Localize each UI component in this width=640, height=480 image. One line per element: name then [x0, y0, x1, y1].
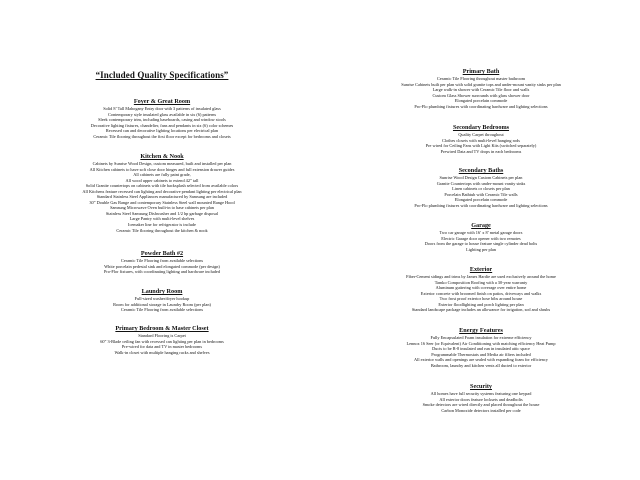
spec-item: Porcelain Bathtub with Ceramic Tile walls [444, 191, 518, 197]
spec-item: Ceramic Tile flooring throughout the kitchen & nook [116, 227, 208, 233]
spec-item: White porcelain pedestal sink and elongated commode (per design) [104, 263, 220, 269]
section-powder-bath-2 [62, 250, 262, 275]
section-heading: Foyer & Great Room [133, 98, 191, 105]
section-secondary-baths [376, 167, 586, 208]
spec-item: Tamko Composition Roofing with a 30-year warranty [434, 279, 528, 285]
spec-item: Large walk-in shower with Ceramic Tile floor and walls [432, 87, 530, 93]
spec-item: All Kitchen cabinets to have soft close door hinges and full extension drawer guides [89, 166, 235, 172]
spec-item: All Kitchens feature recessed can lighting and decorative pendant lighting per electrical plan [82, 188, 242, 194]
spec-item: Linen cabinets or closets per plan [452, 186, 510, 192]
section-heading: Secondary Bedrooms [452, 124, 510, 131]
spec-item: Electric Garage door opener with two remotes [441, 235, 521, 241]
spec-item: All homes have full security systems featuring one keypad [430, 391, 532, 396]
spec-item: Doors from the garage to house feature single cylinder dead bolts [424, 241, 538, 247]
section-laundry-room [62, 288, 262, 313]
spec-item: Aluminum guttering with coverage over entire home [435, 285, 527, 291]
spec-item: Two frost proof exterior hose bibs around house [439, 296, 523, 302]
spec-item: Decorative lighting fixtures, chandelier, fans and pendants in six (6) color schemes [90, 122, 234, 128]
spec-item: Pro-Flo plumbing fixtures with coordinating hardware and lighting selections [414, 202, 548, 208]
section-heading: Kitchen & Nook [140, 153, 184, 160]
section-heading: Laundry Room [141, 288, 183, 295]
spec-item: Contemporary style insulated glass available in six (6) patterns [107, 111, 217, 117]
spec-item: Room for additional storage in Laundry Room (per plan) [113, 301, 211, 307]
spec-item: Elongated porcelain commode [454, 98, 508, 104]
spec-item: Elongated porcelain commode [454, 197, 508, 203]
spec-item: Pro-Flor fixtures, with coordinating lighting and hardware included [104, 269, 220, 275]
section-heading: Security [470, 383, 492, 390]
spec-item: All wood upper cabinets to extend 42” tall [125, 177, 199, 183]
spec-item: Granite Countertops with under-mount vanity sinks [436, 180, 526, 186]
section-energy-features [376, 327, 586, 368]
page-title: “Included Quality Specifications” [95, 70, 229, 80]
spec-item: Sunrise Wood Design Custom Cabinets per plan [439, 175, 523, 180]
spec-item: Ceramic Tile Flooring from available selections [120, 307, 204, 313]
section-heading: Primary Bath [462, 68, 500, 75]
spec-item: Cabinets by Sunrise Wood Design, custom measured, built and installed per plan [92, 161, 232, 166]
spec-item: All exterior doors feature locksets and deadbolts [439, 396, 523, 402]
spec-item: Lennox 16 Seer (or Equivalent) Air Conditioning with matching efficiency Heat Pump [406, 340, 556, 346]
section-heading: Secondary Baths [458, 167, 504, 174]
section-primary-bath [376, 68, 586, 109]
section-kitchen-nook [62, 153, 262, 233]
spec-item: Carbon Monoxide detectors installed per code [441, 407, 521, 413]
spec-item: Programmable Thermostats and Media air filters included [431, 351, 531, 357]
spec-item: Ceramic Tile Flooring throughout master bathroom [436, 76, 526, 81]
spec-item: Recessed can and decorative lighting locations per electrical plan [105, 128, 219, 134]
spec-item: All cabinets are fully paint grade, [133, 172, 191, 178]
spec-item: Standard landscape package includes an allowance for irrigation, sod and shrubs [411, 307, 551, 313]
spec-item: Quality Carpet throughout [458, 132, 504, 137]
spec-item: Full-sized washer/dryer hookup [134, 296, 190, 301]
spec-item: Stainless Steel Samsung Dishwasher and 1/2 hp garbage disposal [105, 210, 219, 216]
spec-item: Lighting per plan [466, 246, 496, 252]
section-heading: Primary Bedroom & Master Closet [115, 325, 209, 332]
spec-item: Fully Encapsulated Foam insulation for extreme efficiency [430, 335, 532, 340]
spec-item: Walk-in closet with multiple hanging racks and shelves [114, 349, 210, 355]
spec-item: Exterior floodlighting and porch lighting per plan [438, 301, 524, 307]
spec-item: Standard Stainless Steel Appliances manufactured by Samsung are included [96, 194, 228, 200]
spec-item: Solid Granite countertops on cabinets with tile backsplash selected from available colors [85, 183, 239, 189]
spec-item: Solid 8’ Tall Mahogany Entry door with 3 patterns of insulated glass [103, 106, 221, 111]
section-security [376, 383, 586, 413]
spec-item: 30” Double Gas Range and contemporary Stainless Steel wall mounted Range Hood [89, 199, 235, 205]
spec-item: Exterior concrete with broomed finish on patios, driveways and walks [420, 290, 542, 296]
spec-item: All exterior walls and openings are sealed with expanding foam for efficiency [414, 357, 548, 363]
spec-item: Pre-wired for data and TV in master bedrooms [121, 344, 203, 350]
spec-item: Pre wired for Ceiling Fans with Light Kits (switched separately) [425, 143, 537, 149]
section-primary-bedroom-master-closet [62, 325, 262, 355]
section-garage [376, 222, 586, 252]
spec-item: Two car garage with 16’ x 8’ metal garage doors [439, 230, 523, 235]
spec-item: Fiber-Cement sidings and trims by James Hardie are used exclusively around the home [406, 274, 556, 279]
spec-item: Smoke detectors are wired directly and placed throughout the house [422, 402, 540, 408]
spec-item: Custom Glass Shower surrounds with glass shower door [432, 92, 530, 98]
spec-item: Ducts to be R-8 insulated and run in insulated attic space [432, 346, 530, 352]
spec-item: Samsung Microwave Oven built-in to base cabinets per plan [110, 205, 214, 211]
section-heading: Exterior [469, 266, 493, 273]
section-foyer-great-room [62, 98, 262, 139]
spec-item: Sunrise Cabinets built per plan with solid granite tops and under-mount vanity sinks per plan [401, 81, 561, 87]
spec-item: Bathroom, laundry and kitchen vents all ducted to exterior [430, 362, 532, 368]
spec-item: Ceramic Tile flooring throughout the first floor except for bedrooms and closets [93, 133, 231, 139]
section-heading: Garage [471, 222, 491, 229]
section-heading: Energy Features [459, 327, 503, 334]
spec-item: Prewired Data and TV drops in each bedrooms [440, 148, 522, 154]
spec-item: Clothes closets with multi-level hanging rods [442, 137, 520, 143]
spec-item: Sleek contemporary trim, including baseboards, casing and window stools [98, 117, 226, 123]
spec-item: Standard Flooring is Carpet [138, 333, 186, 338]
spec-item: Ceramic Tile Flooring from available selections [120, 258, 204, 263]
spec-item: 60” 3-Blade ceiling fan with recessed can lighting per plan in bedrooms [100, 338, 224, 344]
section-heading: Powder Bath #2 [140, 250, 184, 257]
section-secondary-bedrooms [376, 124, 586, 154]
spec-item: Pro-Flo plumbing fixtures with coordinating hardware and lighting selections [414, 103, 548, 109]
section-exterior [376, 266, 586, 313]
spec-item: Large Pantry with multi-level shelves [129, 216, 195, 222]
spec-item: Icemaker line for refrigerator is include [128, 222, 196, 228]
